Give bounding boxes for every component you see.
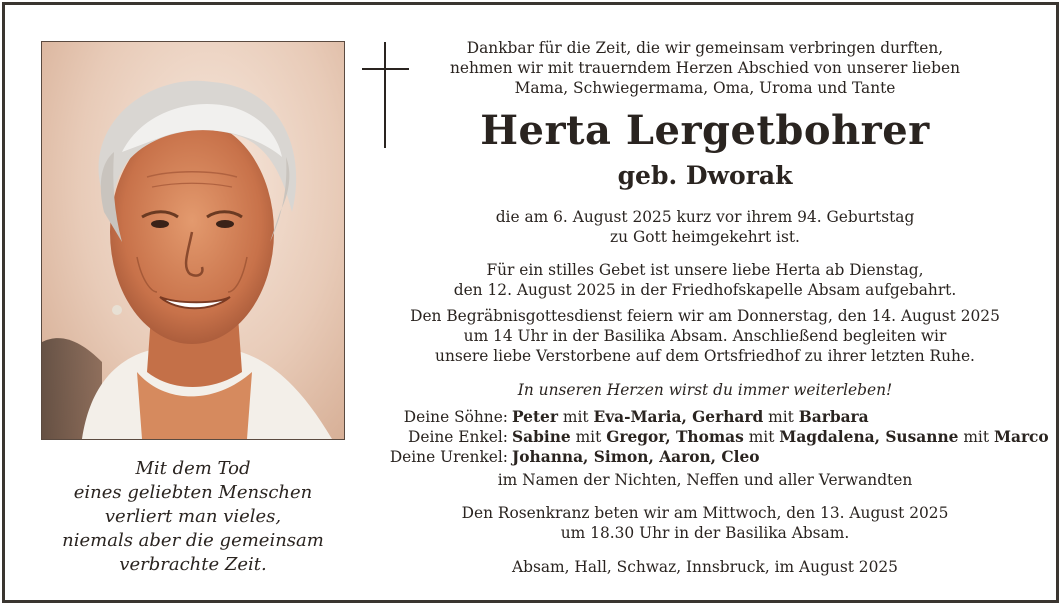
deceased-name: Herta Lergetbohrer [480,107,930,154]
prayer-line: Für ein stilles Gebet ist unsere liebe Herta ab Dienstag, [486,261,924,279]
maiden-name: geb. Dworak [617,161,793,190]
remembrance-line: In unseren Herzen wirst du immer weiterleben! [517,381,893,399]
funeral-line: um 14 Uhr in der Basilika Absam. Anschließend begleiten wir [463,327,947,345]
funeral-line: unsere liebe Verstorbene auf dem Ortsfriedhof zu ihrer letzten Ruhe. [435,347,975,365]
rosary-notice [385,503,1025,543]
connector-text: mit [958,428,994,446]
connector-text: mit [557,408,594,426]
intro-line: Mama, Schwiegermama, Oma, Uroma und Tante [514,79,896,97]
rosary-line: um 18.30 Uhr in der Basilika Absam. [560,524,850,542]
quote-line: eines geliebten Menschen [73,482,313,503]
death-line: zu Gott heimgekehrt ist. [610,228,800,246]
sons-names [512,407,869,427]
quote-line: niemals aber die gemeinsam [62,530,324,551]
family-member-name: Sabine [512,428,571,446]
quote-line: Mit dem Tod [135,458,251,479]
grandchildren-label: Deine Enkel: [408,428,508,446]
portrait-illustration [42,42,344,439]
family-member-name: Eva-Maria, Gerhard [593,408,764,426]
memorial-quote [41,457,345,577]
family-member-name: Peter [512,408,558,426]
death-notice [385,207,1025,247]
funeral-notice [385,306,1025,366]
death-line: die am 6. August 2025 kurz vor ihrem 94. Geburtstag [495,208,915,226]
intro-line: nehmen wir mit trauerndem Herzen Abschied von unserer lieben [449,59,961,77]
place-date: Absam, Hall, Schwaz, Innsbruck, im August 2025 [512,558,898,576]
great-grandchildren-label: Deine Urenkel: [389,448,508,466]
intro-text [385,38,1025,98]
great-grandchildren-names [512,447,760,467]
family-member-name: Gregor, Thomas [606,428,744,446]
family-member-name: Marco [993,428,1049,446]
connector-text: mit [743,428,780,446]
family-member-name: Barbara [798,408,869,426]
prayer-notice [385,260,1025,300]
family-member-name: Magdalena, Susanne [779,428,959,446]
intro-line: Dankbar für die Zeit, die wir gemeinsam verbringen durften, [466,39,944,57]
grandchildren-names [512,427,1049,447]
quote-line: verbrachte Zeit. [119,554,267,575]
family-row-grandchildren [385,427,1049,447]
family-list [385,407,1049,467]
family-row-great-grandchildren [385,447,1025,467]
quote-line: verliert man vieles, [104,506,282,527]
portrait-photo [41,41,345,440]
family-member-name: Johanna, Simon, Aaron, Cleo [512,448,760,466]
prayer-line: den 12. August 2025 in der Friedhofskapelle Absam aufgebahrt. [453,281,957,299]
rosary-line: Den Rosenkranz beten wir am Mittwoch, den 13. August 2025 [461,504,949,522]
obituary-card [2,2,1059,603]
connector-text: mit [570,428,607,446]
connector-text: mit [763,408,799,426]
family-row-sons [385,407,1025,427]
funeral-line: Den Begräbnisgottesdienst feiern wir am Donnerstag, den 14. August 2025 [410,307,1000,325]
sons-label: Deine Söhne: [403,408,508,426]
relatives-line: im Namen der Nichten, Neffen und aller Verwandten [497,471,913,489]
